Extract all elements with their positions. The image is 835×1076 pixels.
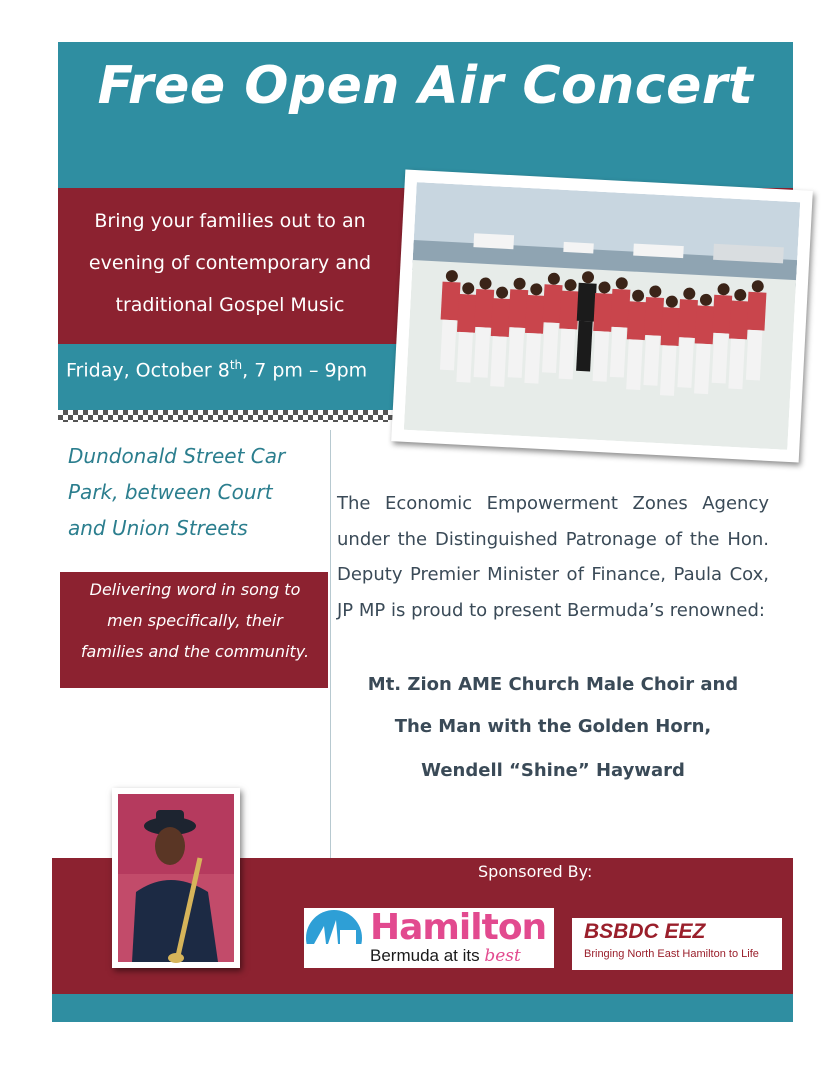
hamilton-tagline — [370, 946, 521, 966]
date-prefix: Friday, October 8 — [66, 359, 230, 382]
choir-photo — [404, 182, 800, 450]
choir-photo-image — [404, 182, 800, 450]
intro-text — [60, 200, 400, 326]
hamilton-wordmark: Hamilton — [370, 907, 547, 948]
horn-player-photo — [112, 788, 240, 968]
location-line: Dundonald Street Car — [68, 444, 286, 468]
intro-line: Bring your families out to an — [94, 210, 366, 232]
sponsored-heading: Sponsored By: — [478, 862, 593, 881]
footer-band — [52, 994, 793, 1022]
hamilton-tagline-script: best — [484, 946, 521, 966]
date-suffix: th — [229, 358, 243, 372]
mission-text — [64, 574, 326, 667]
event-time: , 7 pm – 9pm — [242, 359, 368, 382]
event-date — [66, 358, 367, 381]
intro-line: traditional Gospel Music — [115, 294, 345, 316]
mission-line: men specifically, their — [107, 611, 283, 630]
horn-player-image — [112, 788, 240, 968]
event-location — [68, 438, 328, 546]
bsbdc-tagline: Bringing North East Hamilton to Life — [584, 948, 759, 960]
featured-act: Wendell “Shine” Hayward — [421, 760, 685, 781]
announcement-text: The Economic Empowerment Zones Agency under the Distinguished Patronage of the Hon. Deputy Premier Minister of Finance, Paula Cox, JP MP is proud to present Bermuda’s renowned: — [337, 493, 769, 621]
hamilton-logo — [304, 908, 554, 968]
bsbdc-wordmark: BSBDC EEZ — [584, 920, 706, 943]
featured-act: Mt. Zion AME Church Male Choir and — [367, 674, 739, 695]
hamilton-tagline-text: Bermuda at its — [370, 946, 480, 965]
bsbdc-logo — [572, 918, 782, 970]
page-title: Free Open Air Concert — [97, 56, 754, 116]
column-divider — [330, 430, 331, 860]
choir-photo-frame — [391, 170, 813, 463]
mission-line: Delivering word in song to — [89, 580, 301, 599]
featured-act: The Man with the Golden Horn, — [394, 716, 712, 737]
intro-line: evening of contemporary and — [88, 252, 372, 274]
location-line: and Union Streets — [68, 516, 248, 540]
location-line: Park, between Court — [68, 480, 273, 504]
mission-line: families and the community. — [80, 642, 310, 661]
